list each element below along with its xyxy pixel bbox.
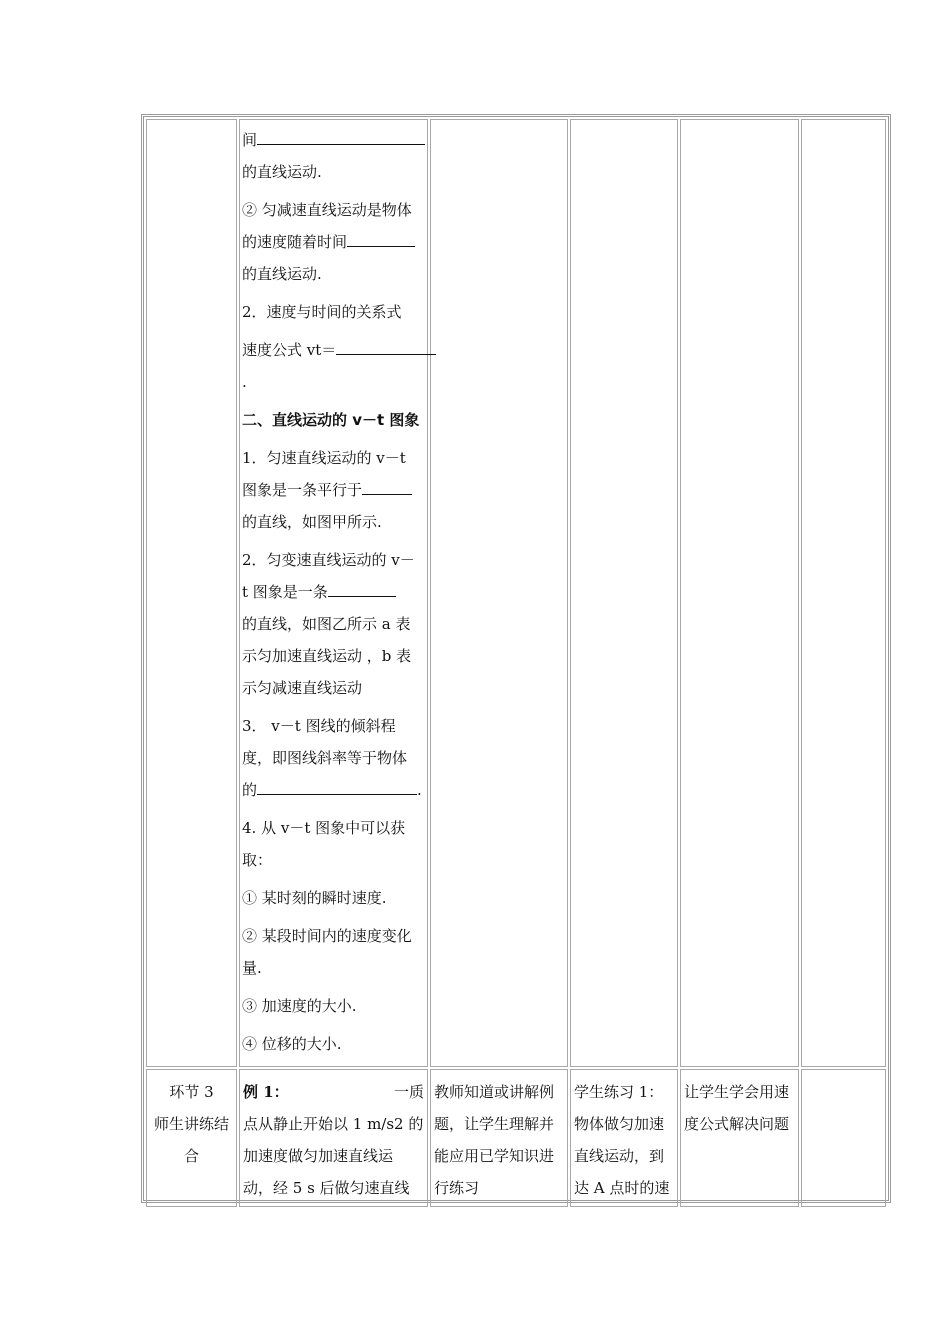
text-line: 的直线，如图甲所示. — [242, 513, 382, 531]
row1-teacher-cell — [430, 119, 568, 1067]
row1-extra-cell — [801, 119, 886, 1067]
paragraph-variable-vt-graph — [242, 544, 425, 704]
lesson-plan-table — [141, 114, 891, 1203]
text-line: 的直线运动. — [242, 163, 322, 181]
fill-blank — [257, 127, 425, 145]
fill-blank — [328, 579, 396, 597]
row2-student-cell — [570, 1069, 678, 1207]
text-line: 环节 3 — [169, 1083, 214, 1101]
fill-blank — [336, 337, 436, 355]
text-line: t 图象是一条 — [242, 583, 328, 601]
text-line: 物体做匀加速 — [574, 1115, 665, 1133]
text-line: 2．速度与时间的关系式 — [242, 303, 402, 321]
text-line: 能应用已学知识进 — [434, 1147, 555, 1165]
paragraph-item-4 — [242, 1028, 425, 1060]
text-line: 示匀加速直线运动 ，b 表 — [242, 647, 412, 665]
table-grid — [144, 117, 888, 1209]
text-line: 一质 — [393, 1083, 424, 1101]
text-line: ③ 加速度的大小. — [242, 997, 357, 1015]
paragraph-velocity-formula — [242, 334, 425, 398]
text-line: 取： — [242, 851, 273, 869]
text-line: 加速度做匀加速直线运 — [243, 1147, 394, 1165]
text-line: 动，经 5 s 后做匀速直线 — [243, 1179, 410, 1197]
text-line: 师生讲练结 — [153, 1115, 229, 1133]
table-row — [146, 1069, 886, 1207]
row1-student-cell — [570, 119, 678, 1067]
text-line: 间 — [242, 131, 258, 149]
text-line: 示匀减速直线运动 — [242, 679, 363, 697]
section-heading: 二、直线运动的 v－t 图象 — [242, 411, 420, 429]
paragraph-item-3 — [242, 990, 425, 1022]
row1-intent-cell — [680, 119, 799, 1067]
paragraph-uniform-vt-graph — [242, 442, 425, 538]
fill-blank — [257, 777, 417, 795]
text-line: 学生练习 1： — [574, 1083, 664, 1101]
paragraph-uniform-accel-def — [242, 124, 425, 188]
table-row — [146, 119, 886, 1067]
text-line: 合 — [183, 1147, 199, 1165]
row2-example-cell — [239, 1069, 428, 1207]
text-line: 的直线运动. — [242, 265, 322, 283]
text-line: 让学生学会用速 — [684, 1083, 790, 1101]
text-line: 达 A 点时的速 — [574, 1179, 670, 1197]
fill-blank — [362, 477, 412, 495]
text-line: 点从静止开始以 1 m/s2 的 — [243, 1115, 424, 1133]
text-line: 度公式解决问题 — [684, 1115, 790, 1133]
text-line: . — [417, 781, 422, 799]
row2-intent-cell — [680, 1069, 799, 1207]
row2-teacher-cell — [430, 1069, 568, 1207]
text-line: ② 某段时间内的速度变化 — [242, 927, 412, 945]
text-line: ② 匀减速直线运动是物体 — [242, 201, 412, 219]
text-line: 速度公式 vt＝ — [242, 341, 337, 359]
row2-extra-cell — [801, 1069, 886, 1207]
paragraph-item-1 — [242, 882, 425, 914]
text-line: . — [242, 373, 247, 391]
paragraph-uniform-decel-def — [242, 194, 425, 290]
text-line: 行练习 — [434, 1179, 480, 1197]
text-line: 的 — [242, 781, 258, 799]
fill-blank — [347, 229, 415, 247]
text-line: 度，即图线斜率等于物体 — [242, 749, 408, 767]
text-line: ① 某时刻的瞬时速度. — [242, 889, 387, 907]
paragraph-graph-info — [242, 812, 425, 876]
paragraph-slope — [242, 710, 425, 806]
text-line: 的直线，如图乙所示 a 表 — [242, 615, 411, 633]
text-line: 图象是一条平行于 — [242, 481, 363, 499]
text-line: ④ 位移的大小. — [242, 1035, 342, 1053]
text-line: 1．匀速直线运动的 v－t — [242, 449, 406, 467]
text-line: 直线运动，到 — [574, 1147, 665, 1165]
row2-stage-cell — [146, 1069, 237, 1207]
text-line: 的速度随着时间 — [242, 233, 348, 251]
example-title: 例 1： — [243, 1083, 289, 1101]
text-line: 题，让学生理解并 — [434, 1115, 555, 1133]
text-line: 量. — [242, 959, 262, 977]
paragraph-velocity-time-relation — [242, 296, 425, 328]
text-line: 教师知道或讲解例 — [434, 1083, 555, 1101]
paragraph-item-2 — [242, 920, 425, 984]
text-line: 2．匀变速直线运动的 v－ — [242, 551, 415, 569]
row1-stage-cell — [146, 119, 237, 1067]
text-line: 4. 从 v－t 图象中可以获 — [242, 819, 406, 837]
text-line: 3． v－t 图线的倾斜程 — [242, 717, 396, 735]
row1-content-cell — [239, 119, 428, 1067]
